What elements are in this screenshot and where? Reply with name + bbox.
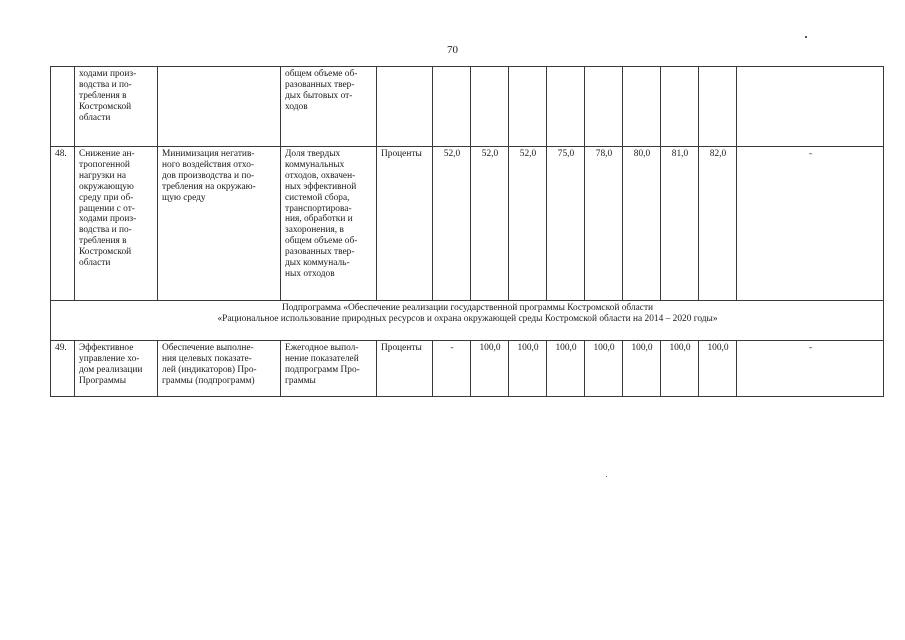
value-cell: 78,0 — [585, 147, 623, 301]
unit-cell: Проценты — [377, 147, 433, 301]
cell-line: нение показателей — [285, 353, 359, 364]
cell-line: Доля твердых — [285, 149, 341, 159]
cell-line: Ежегодное выпол- — [285, 343, 359, 353]
unit-cell: Проценты — [377, 341, 433, 397]
value-cell: 82,0 — [699, 147, 737, 301]
table-row-continuation — [51, 67, 884, 147]
cell-line: Костромской — [79, 247, 132, 258]
cell-line: дов производства и по- — [162, 170, 255, 181]
table-row — [51, 147, 884, 301]
cell-line: граммы (подпрограмм) — [162, 375, 255, 386]
task-cell — [158, 67, 281, 147]
value-cell: 100,0 — [699, 341, 737, 397]
cell-line: водства и по- — [79, 225, 132, 236]
task-cell — [158, 147, 281, 301]
value-cell — [547, 67, 585, 147]
cell-line: общем объеме об- — [285, 69, 358, 79]
subprogram-row — [51, 301, 884, 341]
cell-line: подпрограмм Про- — [285, 364, 360, 375]
row-number-cell: 49. — [51, 341, 75, 397]
value-cell: 100,0 — [585, 341, 623, 397]
cell-line: Обеспечение выполне- — [162, 343, 254, 353]
cell-line: нагрузки на — [79, 170, 127, 181]
indicator-cell — [281, 67, 377, 147]
scan-speck — [606, 476, 607, 477]
indicator-name-cell — [75, 147, 158, 301]
subprogram-heading — [51, 301, 884, 341]
note-cell: - — [737, 147, 884, 301]
cell-line: Снижение ан- — [79, 149, 135, 159]
cell-line: щую среду — [162, 192, 206, 203]
note-cell — [737, 67, 884, 147]
cell-line: дых бытовых от- — [285, 90, 353, 101]
value-cell: 52,0 — [433, 147, 471, 301]
cell-line: требления в — [79, 236, 127, 247]
table-row — [51, 341, 884, 397]
cell-line: ного воздействия отхо- — [162, 159, 255, 170]
value-cell — [623, 67, 661, 147]
cell-line: ных отходов — [285, 268, 335, 279]
cell-line: ных эффективной — [285, 181, 357, 192]
cell-line: ния, обработки и — [285, 214, 353, 225]
value-cell: 100,0 — [661, 341, 699, 397]
indicator-name-cell — [75, 341, 158, 397]
cell-line: области — [79, 258, 111, 269]
cell-line: требления в — [79, 90, 127, 101]
value-cell: 100,0 — [509, 341, 547, 397]
cell-line: окружающую — [79, 181, 134, 192]
value-cell: 81,0 — [661, 147, 699, 301]
task-cell — [158, 341, 281, 397]
cell-line: дых коммуналь- — [285, 258, 350, 269]
value-cell — [585, 67, 623, 147]
cell-line: транспортирова- — [285, 203, 352, 214]
cell-line: области — [79, 112, 111, 123]
value-cell — [471, 67, 509, 147]
cell-line: водства и по- — [79, 79, 132, 90]
indicator-name-cell — [75, 67, 158, 147]
value-cell: 100,0 — [547, 341, 585, 397]
cell-line: ния целевых показате- — [162, 353, 252, 364]
row-number-cell: 48. — [51, 147, 75, 301]
cell-line: отходов, охвачен- — [285, 170, 356, 181]
value-cell — [699, 67, 737, 147]
value-cell: 80,0 — [623, 147, 661, 301]
row-number-cell — [51, 67, 75, 147]
cell-line: тропогенной — [79, 159, 130, 170]
cell-line: лей (индикаторов) Про- — [162, 364, 257, 375]
cell-line: требления на окружаю- — [162, 181, 256, 192]
cell-line: разованных твер- — [285, 79, 355, 90]
page-number: 70 — [447, 44, 458, 56]
note-cell: - — [737, 341, 884, 397]
cell-line: системой сбора, — [285, 192, 350, 203]
value-cell: 52,0 — [509, 147, 547, 301]
value-cell: 52,0 — [471, 147, 509, 301]
cell-line: захоронения, в — [285, 225, 344, 236]
cell-line: дом реализации — [79, 364, 143, 375]
cell-line: ходами произ- — [79, 214, 137, 225]
subprogram-line: Подпрограмма «Обеспечение реализации государственной программы Костромской области — [281, 303, 654, 313]
cell-line: Эффективное — [79, 343, 134, 353]
scan-speck — [805, 36, 807, 38]
value-cell: 100,0 — [623, 341, 661, 397]
cell-line: ходами произ- — [79, 69, 137, 79]
cell-line: разованных твер- — [285, 247, 355, 258]
value-cell — [509, 67, 547, 147]
value-cell: 100,0 — [471, 341, 509, 397]
cell-line: Минимизация негатив- — [162, 149, 255, 159]
cell-line: граммы — [285, 375, 316, 386]
value-cell — [661, 67, 699, 147]
cell-line: общем объеме об- — [285, 236, 358, 247]
value-cell — [433, 67, 471, 147]
cell-line: управление хо- — [79, 353, 140, 364]
cell-line: Костромской — [79, 101, 132, 112]
unit-cell — [377, 67, 433, 147]
subprogram-line: «Рациональное использование природных ресурсов и охрана окружающей среды Костромской области на 2014 – 2020 годы» — [217, 313, 718, 324]
value-cell: 75,0 — [547, 147, 585, 301]
indicator-cell — [281, 147, 377, 301]
cell-line: Программы — [79, 375, 127, 386]
value-cell: - — [433, 341, 471, 397]
indicator-cell — [281, 341, 377, 397]
cell-line: ращении с от- — [79, 203, 135, 214]
cell-line: среду при об- — [79, 192, 134, 203]
cell-line: ходов — [285, 101, 308, 112]
cell-line: коммунальных — [285, 159, 345, 170]
indicators-table — [50, 66, 884, 397]
